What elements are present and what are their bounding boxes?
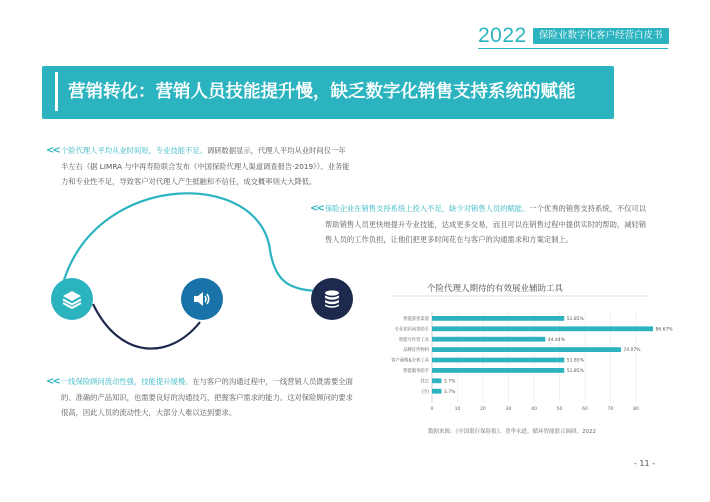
report-year: 2022 xyxy=(478,24,527,47)
data-label: 44.44% xyxy=(547,337,565,343)
chevron-left-icon: << xyxy=(46,376,59,387)
report-title-tag: 保险业数字化客户经营白皮书 xyxy=(533,28,669,44)
data-label: 74.07% xyxy=(623,348,641,354)
paragraph-highlight: 保险企业在销售支持系统上投入不足，缺少对销售人员的赋能。 xyxy=(325,204,530,213)
chevron-left-icon: << xyxy=(310,203,323,214)
speaker-icon xyxy=(181,278,223,320)
x-tick-label: 10 xyxy=(454,407,461,413)
category-label: 品牌宣传物料 xyxy=(403,348,429,354)
x-tick-label: 60 xyxy=(582,407,588,413)
paragraph-turnover xyxy=(61,374,358,421)
page-number: - 11 - xyxy=(634,459,656,468)
category-label: 智能获客渠道 xyxy=(403,317,429,322)
bar xyxy=(432,389,441,394)
chart-title: 个险代理人期待的有效展业辅助工具 xyxy=(426,284,563,294)
data-label: 51.85% xyxy=(566,358,584,364)
category-label: 智能写作营工具 xyxy=(398,337,429,343)
data-label: 86.67% xyxy=(655,327,673,333)
bar xyxy=(432,337,545,342)
chart-source: 数据来源：《中国银行保险报》、普华永道、循环智能联合调研，2022 xyxy=(428,429,596,435)
chevron-left-icon: << xyxy=(46,145,59,156)
category-label: 专业知识问答助手 xyxy=(394,327,429,333)
data-label: 3.7% xyxy=(443,389,456,395)
data-label: 3.7% xyxy=(443,379,456,385)
category-label: 其它 xyxy=(420,379,429,385)
paragraph-body: 在与客户的沟通过程中，一线营销人员既需要全面的、准确的产品知识，也需要良好的沟通技巧，把握客户需求的能力。这对保险顾问的要求很高，因此人员的流动性大，大部分人难以达到要求。 xyxy=(61,377,353,417)
category-label: (空) xyxy=(421,389,429,395)
arc-upper xyxy=(64,193,318,291)
section-title: 营销转化：营销人员技能提升慢，缺乏数字化销售支持系统的赋能 xyxy=(68,82,576,102)
x-tick-label: 80 xyxy=(633,407,639,413)
database-icon xyxy=(311,278,353,320)
x-tick-label: 20 xyxy=(480,407,486,413)
paragraph-body: 一个优秀的销售支持系统，不仅可以帮助销售人员更快地提升专业技能，达成更多交易，而且可以在销售过程中提供实时的帮助，减轻销售人员的工作负担，让他们把更多时间花在与客户的沟通需求和方案定制上。 xyxy=(325,204,647,244)
paragraph-highlight: 个险代理人平均从业时间短，专业技能不足。 xyxy=(61,146,207,155)
category-label: 客户画像&分析工具 xyxy=(391,358,429,364)
bar-chart xyxy=(380,276,673,416)
x-tick-label: 30 xyxy=(505,407,512,413)
paragraph-body: 调研数据显示，代理人平均从业时间仅一年半左右（据 LIMRA 与中再寿险联合发布《中国保险代理人渠道调查报告·2019》）。业务能力和专业性不足，导致客户对代理人产生抵触和不信任，成交概率则大大降低。 xyxy=(61,146,350,186)
x-tick-label: 50 xyxy=(556,407,563,413)
paragraph-highlight: 一线保险顾问流动性强，技能提升缓慢。 xyxy=(61,377,193,386)
x-tick-label: 0 xyxy=(430,407,434,413)
bar xyxy=(432,358,564,363)
x-tick-label: 40 xyxy=(531,407,537,413)
layers-icon xyxy=(51,278,93,320)
data-label: 51.85% xyxy=(566,317,584,322)
category-label: 智能服务助手 xyxy=(403,369,429,374)
data-label: 51.85% xyxy=(566,369,584,374)
bar xyxy=(432,368,564,373)
bar xyxy=(432,378,441,383)
bar xyxy=(432,316,564,321)
x-tick-label: 70 xyxy=(607,407,614,413)
bar xyxy=(432,347,621,352)
bar xyxy=(432,326,653,331)
